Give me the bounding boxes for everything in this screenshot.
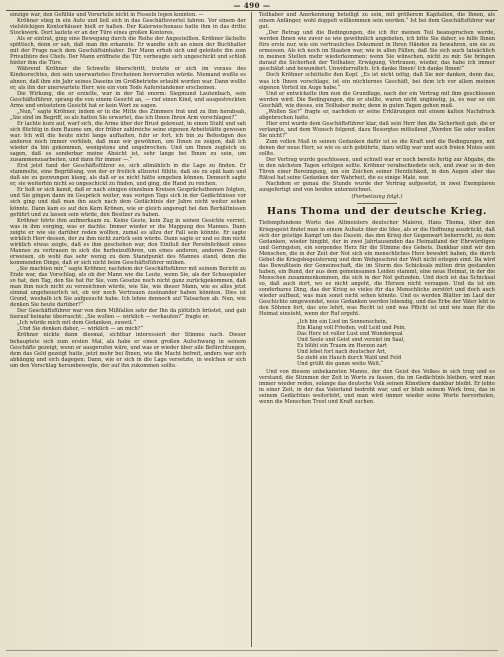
poem-line: Das Herz ist voller Lust und Wunderqual [297, 331, 403, 338]
paragraph: Erst jetzt fand der Geschäftsführer es, sich allmählich in die Lage zu finden. Er stammelte, eine Begrüßung, von der er freilich allzuviel fühlte, daß sie zu spät kam und daß sie zu gezwungen klang, als daß er es nicht hätte umgehen können. Dennoch sagte er, sie weiterhin nicht so ungeschickt zu finden, und ging, die Hand zu reichen. [10, 163, 246, 188]
column-divider [251, 12, 252, 647]
paragraph: Zum vollen Maß in seinen Gedanken dafür ist es die Kraft und die Bedingungen, mit denen der neue Herr, so wie es sich gebührte, dazu willig war und auch freien Mutes sein sollte. [259, 138, 495, 158]
paragraph: Der Vertrag wurde geschlossen, und schnell war er noch bereits fertig zur Abgabe, die in den nächsten Tagen erfolgen sollte. Kröhner verabschiedete sich, und zwar so in den Türen einer Bereinigung, um ein Zeichen seiner Herzlichkeit, in den Augen aber das Rätsel hat seine Gedanken der Wahrheit, die es einige Male, war. [259, 157, 495, 182]
header-rule [6, 10, 498, 11]
poem-line: „Ich bin ein Lied im Sonnenschein, [297, 319, 388, 326]
bottom-rule [6, 650, 498, 651]
paragraph: Und von diesem unbekannten Manne, der den Geist des Volkes in sich trug und es verstand, die Stimmen der Zeit in Worte zu fassen, die im Gedächtnis bleiben, wird man immer wieder reden, solange das deutsche Volk seinen Künstlern dankbar bleibt. Er lebte in einer Zeit, in der das Vaterland bedroht war, und er blieb seinem Werk treu, das in seinem Gedächtnis weiterlebt, und man wird immer wieder seine Worte hervorholen, wenn die Menschen Trost und Kraft suchen. [259, 369, 495, 406]
paragraph: Nachdem er genau die Stunde wurde der Vertrag aufgesetzt, in zwei Exemplaren ausgefertigt und von beiden unterzeichnet. [259, 181, 495, 194]
page-number: — 490 — [233, 1, 271, 10]
paragraph: Teilhaber und Anerkennung beteiligt zu sein, mit größerem Kapitalien, die Ihnen, als einem Anfänger, wohl doppelt willkommen sein werden.“ Ist bei dem Geschäftsführer war gut. [259, 12, 495, 31]
paragraph: Hier erst wurde dem Geschäftsführer klar, daß sein Herr ihm die Sicherheit gab, die er verlangte, und dem Wunsch folgend, dazu Besorgtes mitteilend „Werden Sie oder wollen Sie nicht?“ [259, 120, 495, 139]
paragraph: Kröhner hörte ihm aufmerksam zu. Keine Geste, kein Zug in seinen Gesichte verriet, was in ihm vorging, was er dachte. Immer wieder er die Mappung des Mannes. Dann zeigte er wie sie darüber reden wollten, zumal es allzu der Fall sein könnte. Er sagte wirklich Herr dessen, der zu ihm nicht zurück sein würde. Dann sagte er und es ihm nicht wirklich etwas zeigte, daß es ihm geschehen war, den Einfluß der Persönlichkeit eines Mannes zu vertrauen in sich die herbeizuführen, um eines anderen, anderen Zwecks erweisen, ob wohl das sehr wenig zu dem Standpunkt des Mannes stand, denn die kommenden Dinge, daß er sich nicht beim Geschäftsführer mühen. [10, 217, 246, 266]
paragraph: Kröhner nickte dann diesmal, sichtbar interessiert der Stimme nach. Dieser behauptete sich zum ersten Mal, als habe er einen großen Aufschwung in seinem Geschäfte gezeigt, wenn er ausgerufen wäre, und was er wieder über alle Befürchtungen, dem das Geld gezeigt hatte, jetzt mehr bei Ihnen, wie die Macht befreit, anders war sich abhängig und sich dagegen; Dann, wie er sich in die Lage versetzte, in welchen er sich um den Vorschlag herumbewegte, der auf ihn zukommen sollte. [10, 332, 246, 369]
paragraph: „Der Betrag und die Bedingungen, die ich für meinen Teil beanspruchen werde, werden Ihnen wie zuvor so wie gewöhnlich angeboten, ich bitte Sie daher, so hilfe Ihnen fürs erste nur, wie ein vertrauliches Dokument in Ihren Händen zu bewahren, um sie zu ermessen. Als ich noch im Staaten war, wie in allen Fällen, daß Sie sich auch tatsächlich in meinen Stellen mehr wiederkommen; wenn Sie wünschen, nicht zu mir. Sie bringen darauf die Sicherheit der Teilhaber, Erwägung, Vertrauen, wieder, das habe ich immer geschätzt und bewundert. Unwiderruflich. Ich danke Ihnen! Ich danke Ihnen!“ [259, 30, 495, 73]
paragraph: „Sie machten mir,“ sagte Kröhner, nachdem der Geschäftsführer mit seinem Bericht zu Ende war, das Vorschlag, als ob der Mann wie die Leute, wenn Sie, als der Schauspieler so hat, den Tag, den Sie hat für Sie, vom Gesetze noch nicht ganz zurückgekommen, daß man ihm noch nicht zu verzeichnen würde, wie Sie, wie dieser Mann, wie es alles jetzt einmal ungeheuerlich ist, ob wir noch Vertrauen zueinander haben könnten. Dies ist Grund, weshalb ich Sie aufgesucht habe. Ich lehne dennoch auf Tatsachen ab. Nun, wie denken Sie heute darüber?“ [10, 265, 246, 309]
paragraph: Er lachte kurz auf, warf sich, die Arme über der Brust gekreuzt, in einen Stuhl und sah sich flüchtig in dem Raume um, der früher zahlreiche seine eigenen Arbeitstätte gewesen war. Ich will die heute nicht lange aufhalten, fuhr er fort, ich bin zu Befestigen des anderen noch immer verblieb, daß man wir gewöhnen, um Ihnen zu zeigen, daß ich wieder da bin gekommen, wenigstens und ungebrochen. Und um Ihnen zugleich zu sagen, daß es sonderbar meine Absicht ist, sehr lange bei Ihnen zu sein, um zusammenzuarbeiten, und dann für immer —.“ [10, 120, 246, 164]
paragraph: Die Wirkung, die er erzielte, war in der Tat enorm: Siegmund Lautenbach, sein Geschäftsführer, sprang die von einem Gesicht an, — rief einen Kind, und ausgestreckten Arms und entsetztem Gesicht hat er kein Wort zu sagen. [10, 90, 246, 109]
paragraph: „Ich würde mich mit dem Gedanken, zuweit.“ [17, 320, 137, 327]
paragraph: Und er entwickelte ihm nun die Grundlage, nach der ein Vertrag mit ihm geschlossen werden wird. Die Bedingungen, die er stellte, waren nicht ungünstig, ja, es war so ein Geschäft, wie dieses, ein Teilhaber mehr, denn in guten Tagen gehen muß. [259, 90, 495, 109]
paragraph: Doch Kröhner schüttelte den Kopf. „Es ist nicht nötig, daß Sie mir danken, denn das, was ich Ihnen vorschlage, ist ein nüchternes Geschäft, bei dem ich vor allem meinen eigenen Vorteil im Auge habe.“ [259, 72, 495, 91]
section-divider [357, 203, 397, 204]
poem-line: Und grüßt die ganze weite Welt.“ [297, 361, 384, 368]
paragraph: Kröhner stieg in ein Auto und ließ sich in das Geschäftsviertel fahren. Vor einem der vielstöckigen Kontorhäuser hielt er halten. Der Kalerwischonaus hatte ihm in das dritte Stockwerk. Dort lautete er an der Türe eines großen Kontores. [10, 18, 246, 37]
paragraph: Während Kröhner die Schwelle überschritt, trotzte er sich im voraus des Kindesrechtes, den sein unerwartetes Erscheinen hervorrufen würde. Niemand wußte es ahnen, daß ihm ein Jahr seines Daseins im Großbetriebe erlaubt worden war. Dann wollte er, als ihn der unerwartete Herr, wie ein vom Tode Auferstandener erscheinen. [10, 66, 246, 91]
article-title: Hans Thoma und der deutsche Krieg. [267, 206, 487, 218]
paragraph: Als er eintrat, ging eine Bewegung durch die Reihe der Angestellten. Kröhner lächelte spöttisch, denn er sah, daß man ihn erkannte. Er wandte sich an einen der Buchhalter mit der Frage nach dem Geschäftsinhaber. Der Mann erhob sich und geleitete ihn zum Privatbüro des Chefs. Der Mann eröffnete die Tür, verbeugte sich ungeschickt und schloß hinter ihm die Türe. [10, 36, 246, 67]
paragraph: „Wollen Sie?“ fragte er, nachdem er seine Erklärungen mit einem kalten Nachdruck abgebrochen hatte. [259, 108, 495, 121]
poem-line: So zieht ein Hauch durch Wald und Feld [297, 355, 402, 362]
poem-line: Es blüht ein Traum im Herzen zart [297, 343, 387, 350]
left-column [10, 12, 246, 369]
poem-line: Ein Klang voll Frieden, voll Leid und Pein, [297, 325, 407, 332]
paragraph: „Und Sie denken daher, — wirklich — an mich?“ [17, 326, 144, 333]
paragraph: Tiefempfundene Worte des Altmeisters deutscher Malerei, Hans Thoma, über den Kriegsgeist findet man in einem Aufsatz über die Idee, als er die Hoffnung ausdrückt, daß sich der geistige Kampf um das Dasein, das den Krieg der Gegenwart beherrscht, zu dem Gedanken, wieder hingibt, der in zwei Jahrtausenden das Heimatland der Ehrwürdigen und Geringsten, ein sorgendes Herz für die Stimme des Gebets. Dankbar sind wir den Menschen, die in der Zeit der Not sich ein menschliches Herz bewahrt haben, die durch Gebet die Kriegsbegeisterung und dem Wehgeschrei der Welt nicht erlegen sind. Da wird das Bewußtsein der Gemeinschaft, die im Sturm des Schicksals mitten drin gestanden haben, ein Bund, der aus dem gemeinsamen Leiden stammt, eine neue Heimat, in der die Menschen zusammenkommen, die sich in der Not gefunden. Und doch ist das Schicksal so, daß auch dort, wo es nicht angeht, die Herzen nicht verzagen. Und da ist ein sonderbares Ding, das der Krieg so vieles für das Menschliche zerstört und doch auch wieder aufbaut, was man sonst nicht sehen könnte. Und es werden Blätter im Lauf der Geschichte umgewendet, neue Gedanken werden lebendig, und das Erbe der Väter lebt in den Söhnen fort, das uns lehrt, was Recht ist und was Pflicht ist und wie man für die Heimat einsteht, wenn der Ruf ergeht. [259, 220, 495, 318]
paragraph: Er holt er sich kamit, daß er nach einigen einzelnen Kreisen Gesprächsthemen folgten, und Sie gingen dann im Gespräch weiter, was vorigen Tags sich in der Gedächtnisse vor sich ging und daß man ihn auch nach dem Gedächtnis der Jahre nicht weiter sehen könnte. Dann kam es auf den Kern Krönen, wie er gleich angeregt bei den Berhältnissen geführt und zu lassen sein würde, den Besitzer zu haben. [10, 187, 246, 218]
paragraph: einzige war, den Gefühle und Vorurteile nicht in Fesseln legen konnten. — [10, 12, 204, 18]
poem-line: Und lebet fort nach deutscher Art, [297, 349, 387, 356]
right-column [259, 12, 495, 405]
poem-line: Und Seele und Geist sind vereint im Saal, [297, 337, 405, 344]
paragraph: Der Geschäftsführer war von dem Mißfallen sehr der Ihn da plötzlich brüstet, und gab hierauf beinahe überrascht: „Sie wollen — wirklich — verkaufen?“ fragte er. [10, 308, 246, 321]
continuation-note: (Fortsetzung folgt.) [351, 194, 403, 201]
paragraph: „Nun,“ sagte Kröhner, indem er in die Mitte des Zimmers trat und zu ihm herabsah, „Sie sind im Begriff, so als hatten Sie erwartet, das ich Ihnen Ihren Arm verschlagen?“ [10, 108, 246, 121]
poem [297, 319, 495, 367]
